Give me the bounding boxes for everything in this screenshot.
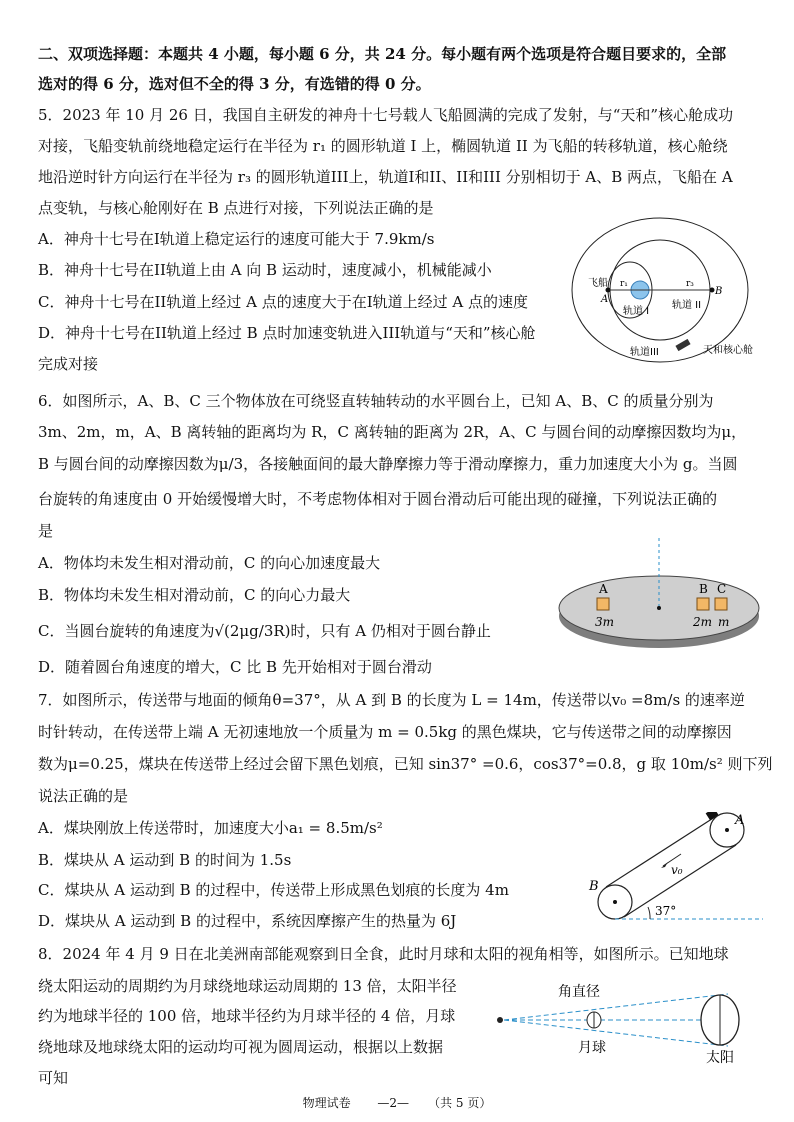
belt-bottom — [624, 845, 736, 917]
turntable-diagram — [555, 536, 767, 656]
q7-stem-line-3: 数为μ=0.25，煤块在传送带上经过会留下黑色划痕，已知 sin37° =0.6，cos37°=0.8，g 取 10m/s² 则下列 — [38, 755, 773, 773]
station-icon — [675, 339, 690, 351]
q5-stem-line-3: 地沿逆时针方向运行在半径为 r₃ 的圆形轨道III上，轨道I和II、II和III 分别相切于 A、B 两点，飞船在 A — [38, 168, 733, 186]
orbit-1-label: 轨道 I — [623, 306, 650, 317]
q7-option-c: C．煤块从 A 运动到 B 的过程中，传送带上形成黑色划痕的长度为 4m — [38, 881, 509, 899]
q7-option-a: A．煤块刚放上传送带时，加速度大小a₁ = 8.5m/s² — [38, 819, 383, 837]
q6-option-d: D．随着圆台角速度的增大，C 比 B 先开始相对于圆台滑动 — [38, 658, 432, 676]
section-heading-line-2: 选对的得 6 分，选对但不全的得 3 分，有选错的得 0 分。 — [38, 75, 431, 93]
mass-c: m — [718, 615, 730, 629]
point-a-label: A — [601, 294, 609, 305]
block-c — [715, 598, 727, 610]
point-b-label: B — [589, 879, 599, 894]
q5-option-d-cont: 完成对接 — [38, 355, 99, 373]
q7-option-b: B．煤块从 A 运动到 B 的时间为 1.5s — [38, 851, 292, 869]
point-b-dot — [710, 288, 715, 293]
mass-a: 3m — [595, 615, 615, 629]
q6-stem-line-4: 台旋转的角速度由 0 开始缓慢增大时，不考虑物体相对于圆台滑动后可能出现的碰撞，下列说法正确的 — [38, 490, 718, 508]
orbit-3-label: 轨道III — [630, 347, 659, 358]
point-b-label: B — [715, 286, 723, 297]
q6-stem-line-3: B 与圆台间的动摩擦因数为μ/3，各接触面间的最大静摩擦力等于滑动摩擦力，重力加速度大小为 g。当圆 — [38, 455, 738, 473]
footer-page: —2— — [377, 1096, 409, 1110]
q5-option-d: D．神舟十七号在II轨道上经过 B 点时加速变轨进入III轨道与“天和”核心舱 — [38, 324, 536, 342]
q6-option-c: C．当圆台旋转的角速度为√(2μg/3R)时，只有 A 仍相对于圆台静止 — [38, 622, 491, 640]
q8-stem-line-3: 约为地球半径的 100 倍，地球半径约为月球半径的 4 倍，月球 — [38, 1007, 456, 1025]
conveyor-diagram — [585, 812, 765, 924]
q7-stem-line-1: 7．如图所示，传送带与地面的倾角θ=37°，从 A 到 B 的长度为 L = 14m，传送带以v₀ =8m/s 的速率逆 — [38, 691, 745, 709]
angle-label: 角直径 — [558, 984, 600, 1000]
block-b — [697, 598, 709, 610]
station-label: 天和核心舱 — [703, 345, 753, 356]
q5-stem-line-1: 5．2023 年 10 月 26 日，我国自主研发的神舟十七号载人飞船圆满的完成了发射，与“天和”核心舱成功 — [38, 106, 734, 124]
q6-stem-line-5: 是 — [38, 522, 54, 540]
axis-dot — [657, 606, 661, 610]
angle-label: 37° — [655, 904, 677, 918]
q8-stem-line-2: 绕太阳运动的周期约为月球绕地球运动周期的 13 倍，太阳半径 — [38, 977, 457, 995]
mass-b: 2m — [693, 615, 713, 629]
footer-subject: 物理试卷 — [302, 1096, 351, 1110]
orbit-2-label: 轨道 II — [672, 300, 702, 311]
sight-line-top — [504, 994, 728, 1020]
q7-stem-line-4: 说法正确的是 — [38, 787, 129, 805]
r1-label: r₁ — [620, 279, 628, 289]
block-a — [597, 598, 609, 610]
point-a-label: A — [735, 813, 745, 828]
q5-option-b: B．神舟十七号在II轨道上由 A 向 B 运动时，速度减小，机械能减小 — [38, 261, 492, 279]
q6-stem-line-2: 3m、2m，m，A、B 离转轴的距离均为 R，C 离转轴的距离为 2R，A、C 与圆台间的动摩擦因数均为μ， — [38, 423, 747, 441]
ship-label: 飞船 — [588, 278, 608, 289]
q6-stem-line-1: 6．如图所示，A、B、C 三个物体放在可绕竖直转轴转动的水平圆台上，已知 A、B、C 的质量分别为 — [38, 392, 714, 410]
q5-stem-line-2: 对接，飞船变轨前绕地稳定运行在半径为 r₁ 的圆形轨道 I 上，椭圆轨道 II 为飞船的转移轨道，核心舱绕 — [38, 137, 728, 155]
section-heading-line-1: 二、双项选择题：本题共 4 小题，每小题 6 分，共 24 分。每小题有两个选项是符合题目要求的，全部 — [38, 45, 727, 63]
q8-stem-line-1: 8．2024 年 4 月 9 日在北美洲南部能观察到日全食，此时月球和太阳的视角相等，如图所示。已知地球 — [38, 945, 729, 963]
eclipse-diagram — [486, 982, 766, 1068]
footer-total: （共 5 页） — [428, 1096, 492, 1110]
sight-line-bottom — [504, 1020, 728, 1046]
q8-stem-line-4: 绕地球及地球绕太阳的运动均可视为圆周运动，根据以上数据 — [38, 1038, 444, 1056]
v0-label: v₀ — [671, 863, 683, 877]
belt-top — [606, 815, 718, 887]
r3-label: r₃ — [686, 279, 694, 289]
block-c-label: C — [717, 582, 727, 596]
observer-icon — [497, 1017, 503, 1023]
moon-label: 月球 — [578, 1040, 606, 1056]
orbit-diagram — [568, 212, 768, 372]
page-footer — [0, 1094, 794, 1111]
sun-label: 太阳 — [706, 1050, 734, 1066]
q7-option-d: D．煤块从 A 运动到 B 的过程中，系统因摩擦产生的热量为 6J — [38, 912, 457, 930]
q5-stem-line-4: 点变轨，与核心舱刚好在 B 点进行对接，下列说法正确的是 — [38, 199, 434, 217]
q6-option-a: A．物体均未发生相对滑动前，C 的向心加速度最大 — [38, 554, 381, 572]
q8-stem-line-5: 可知 — [38, 1069, 69, 1087]
q5-option-a: A．神舟十七号在I轨道上稳定运行的速度可能大于 7.9km/s — [38, 230, 435, 248]
q6-option-b: B．物体均未发生相对滑动前，C 的向心力最大 — [38, 586, 351, 604]
block-b-label: B — [699, 582, 708, 596]
angle-arc — [648, 907, 650, 919]
q7-stem-line-2: 时针转动，在传送带上端 A 无初速地放一个质量为 m = 0.5kg 的黑色煤块，它与传送带之间的动摩擦因 — [38, 723, 732, 741]
q5-option-c: C．神舟十七号在II轨道上经过 A 点的速度大于在I轨道上经过 A 点的速度 — [38, 293, 528, 311]
block-a-label: A — [599, 582, 608, 596]
